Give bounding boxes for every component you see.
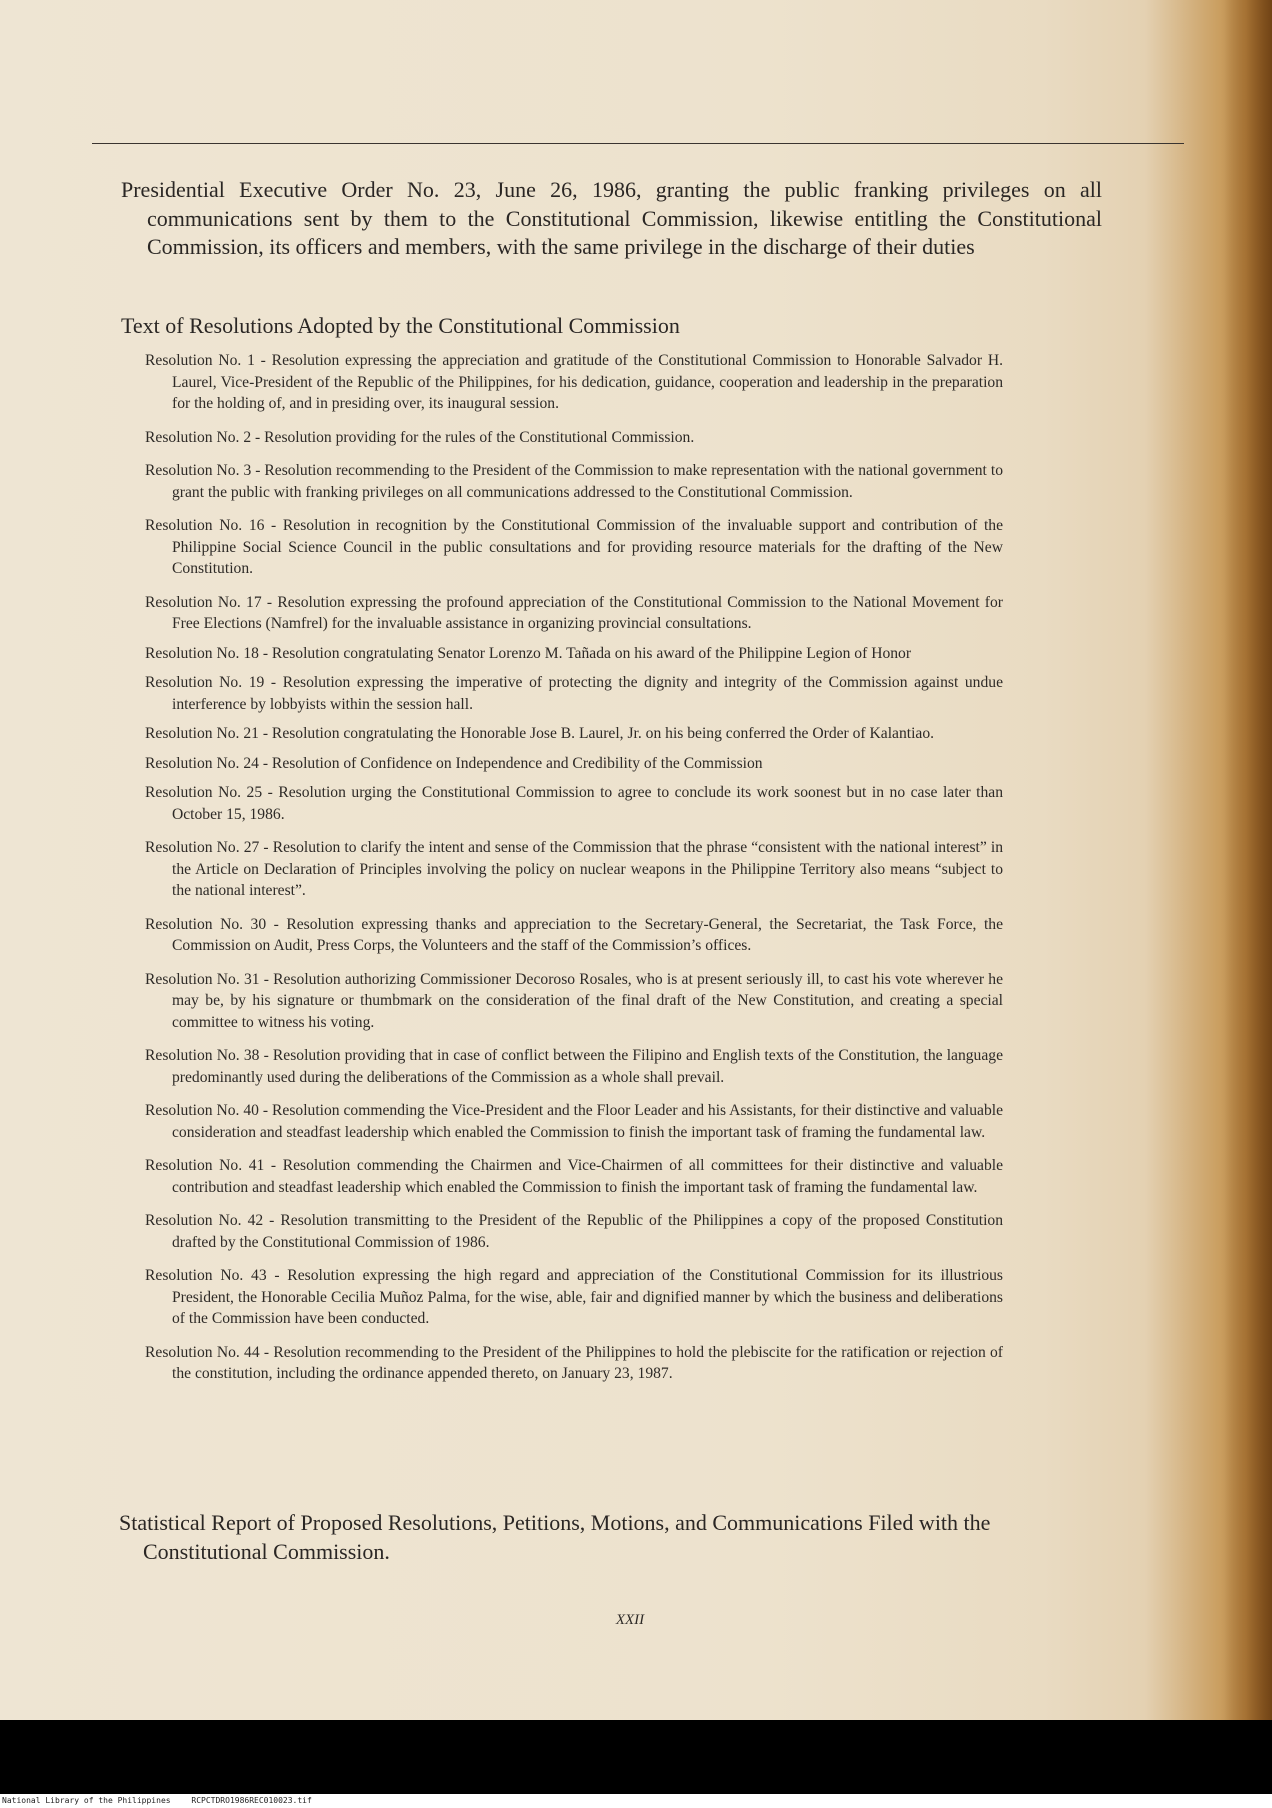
resolution-item: Resolution No. 40 - Resolution commending the Vice-President and the Floor Leader and his Assistants, for their distinctive and valuable consideration and steadfast leadership which enabled the Commission to finish the important task of framing the fundamental law. <box>145 1102 1003 1141</box>
resolution-item: Resolution No. 18 - Resolution congratulating Senator Lorenzo M. Tañada on his award of the Philippine Legion of Honor <box>145 644 912 662</box>
resolutions-heading: Text of Resolutions Adopted by the Constitutional Commission <box>121 313 680 338</box>
scan-footer <box>0 1794 1272 1808</box>
resolution-item: Resolution No. 44 - Resolution recommending to the President of the Philippines to hold the plebiscite for the ratification or rejection of the constitution, including the ordinance appended thereto, on January 23, 1987. <box>145 1343 1003 1382</box>
resolution-item: Resolution No. 3 - Resolution recommending to the President of the Commission to make representation with the national government to grant the public with franking privileges on all communications addressed to the Constitutional Commission. <box>145 462 1003 501</box>
resolution-item: Resolution No. 27 - Resolution to clarify the intent and sense of the Commission that the phrase “consistent with the national interest” in the Article on Declaration of Principles involving the policy on nuclear weapons in the Philippine Territory also means “subject to the national interest”. <box>145 839 1003 899</box>
resolution-item: Resolution No. 30 - Resolution expressing thanks and appreciation to the Secretary-General, the Secretariat, the Task Force, the Commission on Audit, Press Corps, the Volunteers and the staff of the Commission’s offices. <box>145 915 1003 954</box>
page-number: XXII <box>615 1612 645 1628</box>
resolution-item: Resolution No. 24 - Resolution of Confidence on Independence and Credibility of the Commission <box>145 754 763 772</box>
library-name: National Library of the Philippines <box>2 1796 171 1805</box>
resolution-item: Resolution No. 38 - Resolution providing that in case of conflict between the Filipino and English texts of the Constitution, the language predominantly used during the deliberations of the Commission as a whole shall prevail. <box>145 1047 1003 1086</box>
top-rule <box>92 143 1184 144</box>
resolution-item: Resolution No. 19 - Resolution expressing the imperative of protecting the dignity and integrity of the Commission against undue interference by lobbyists within the session hall. <box>145 674 1003 713</box>
resolution-item: Resolution No. 16 - Resolution in recognition by the Constitutional Commission of the invaluable support and contribution of the Philippine Social Science Council in the public consultations and for providing resource materials for the drafting of the New Constitution. <box>145 517 1003 577</box>
resolution-item: Resolution No. 43 - Resolution expressing the high regard and appreciation of the Constitutional Commission for its illustrious President, the Honorable Cecilia Muñoz Palma, for the wise, able, fair and dignified manner by which the business and deliberations of the Commission have been conducted. <box>145 1267 1003 1327</box>
resolution-item: Resolution No. 25 - Resolution urging the Constitutional Commission to agree to conclude its work soonest but in no case later than October 15, 1986. <box>145 784 1003 823</box>
statistical-report-heading: Statistical Report of Proposed Resolutions, Petitions, Motions, and Communications Filed with the Constitutional Commission. <box>119 1510 991 1564</box>
resolution-item: Resolution No. 21 - Resolution congratulating the Honorable Jose B. Laurel, Jr. on his being conferred the Order of Kalantiao. <box>145 725 935 742</box>
resolution-item: Resolution No. 42 - Resolution transmitting to the President of the Republic of the Philippines a copy of the proposed Constitution drafted by the Constitutional Commission of 1986. <box>145 1212 1003 1251</box>
resolution-item: Resolution No. 17 - Resolution expressing the profound appreciation of the Constitutional Commission to the National Movement for Free Elections (Namfrel) for the invaluable assistance in organizing provincial consultations. <box>145 593 1003 632</box>
scan-file-id: RCPCTDRO1986REC010023.tif <box>191 1796 312 1805</box>
resolution-item: Resolution No. 2 - Resolution providing for the rules of the Constitutional Commission. <box>145 428 695 446</box>
page-binding-shadow <box>1224 0 1272 1720</box>
resolution-item: Resolution No. 41 - Resolution commending the Chairmen and Vice-Chairmen of all committees for their distinctive and valuable contribution and steadfast leadership which enabled the Commission to finish the important task of framing the fundamental law. <box>145 1157 1003 1196</box>
resolution-item: Resolution No. 1 - Resolution expressing the appreciation and gratitude of the Constitutional Commission to Honorable Salvador H. Laurel, Vice-President of the Republic of the Philippines, for his dedication, guidance, cooperation and leadership in the preparation for the holding of, and in presiding over, its inaugural session. <box>145 352 1003 412</box>
executive-order-heading: Presidential Executive Order No. 23, June 26, 1986, granting the public franking privileges on all communications sent by them to the Constitutional Commission, likewise entitling the Constitutional Commission, its officers and members, with the same privilege in the discharge of their duties <box>121 177 1102 259</box>
resolution-item: Resolution No. 31 - Resolution authorizing Commissioner Decoroso Rosales, who is at present seriously ill, to cast his vote wherever he may be, by his signature or thumbmark on the consideration of the final draft of the New Constitution, and creating a special committee to witness his voting. <box>145 970 1003 1031</box>
resolution-list <box>145 350 1003 1397</box>
